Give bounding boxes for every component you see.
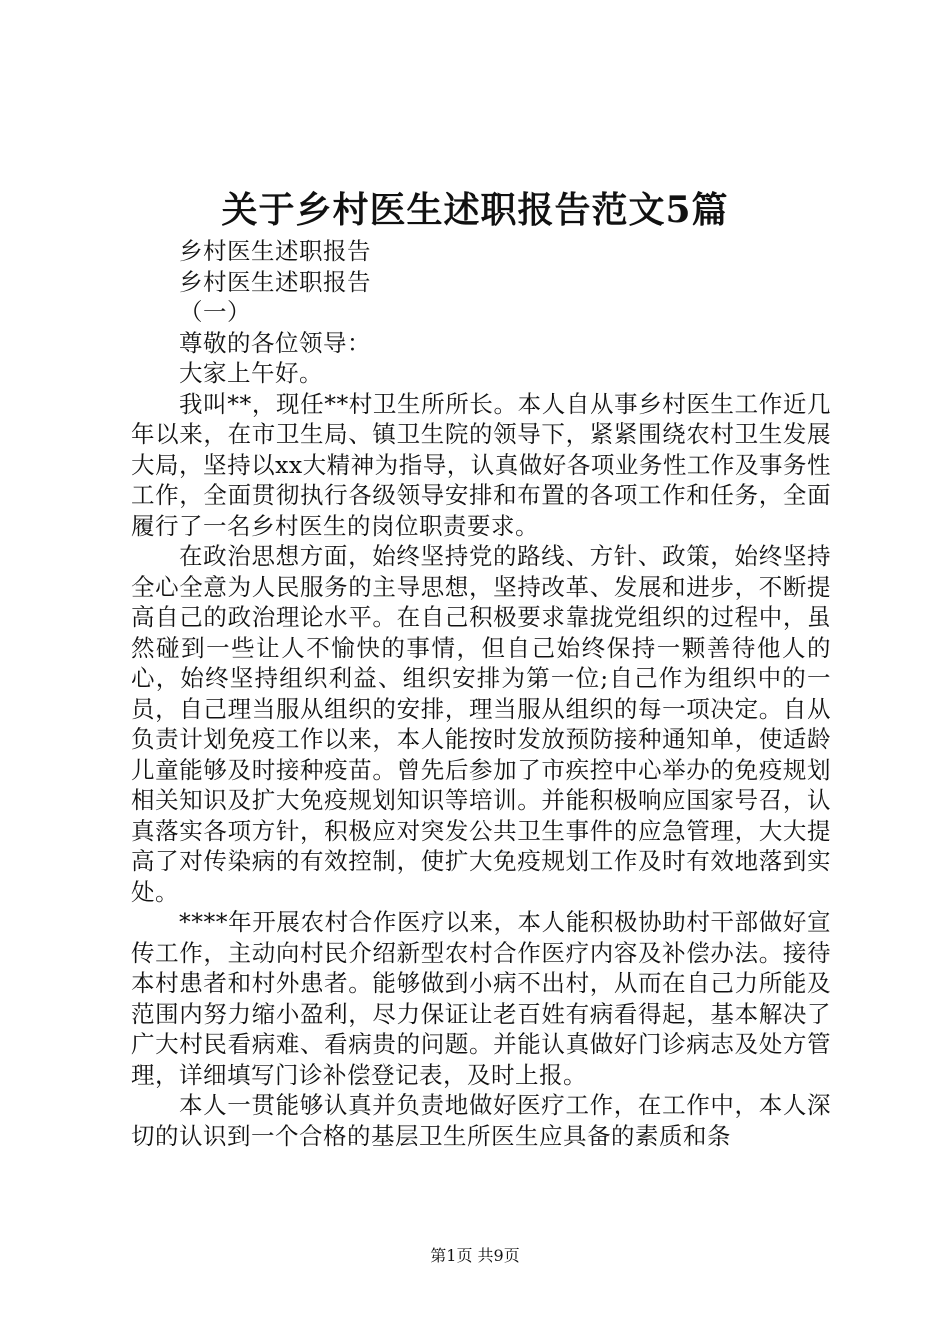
paragraph: 本人一贯能够认真并负责地做好医疗工作，在工作中，本人深切的认识到一个合格的基层卫生所医生应具备的素质和条 — [131, 1091, 831, 1150]
page-total: 共9页 — [477, 1246, 520, 1265]
paragraph: ****年开展农村合作医疗以来，本人能积极协助村干部做好宣传工作，主动向村民介绍新型农村合作医疗内容及补偿办法。接待本村患者和村外患者。能够做到小病不出村，从而在自己力所能及范围内努力缩小盈利，尽力保证让老百姓有病看得起，基本解决了广大村民看病难、看病贵的问题。并能认真做好门诊病志及处方管理，详细填写门诊补偿登记表，及时上报。 — [131, 908, 831, 1089]
header-line: 乡村医生述职报告 — [179, 267, 371, 296]
paragraph: 在政治思想方面，始终坚持党的路线、方针、政策，始终坚持全心全意为人民服务的主导思想，坚持改革、发展和进步，不断提高自己的政治理论水平。在自己积极要求靠拢党组织的过程中，虽然碰到一些让人不愉快的事情，但自己始终保持一颗善待他人的心，始终坚持组织利益、组织安排为第一位;自己作为组织中的一员，自己理当服从组织的安排，理当服从组织的每一项决定。自从负责计划免疫工作以来，本人能按时发放预防接种通知单，使适龄儿童能够及时接种疫苗。曾先后参加了市疾控中心举办的免疫规划相关知识及扩大免疫规划知识等培训。并能积极响应国家号召，认真落实各项方针，积极应对突发公共卫生事件的应急管理，大大提高了对传染病的有效控制，使扩大免疫规划工作及时有效地落到实处。 — [131, 542, 831, 906]
paragraph: 我叫**，现任**村卫生所所长。本人自从事乡村医生工作近几年以来，在市卫生局、镇卫生院的领导下，紧紧围绕农村卫生发展大局，坚持以xx大精神为指导，认真做好各项业务性工作及事务性工作，全面贯彻执行各级领导安排和布置的各项工作和任务，全面履行了一名乡村医生的岗位职责要求。 — [131, 389, 831, 540]
document-body — [131, 236, 831, 1151]
page-footer — [0, 1244, 950, 1268]
salutation: 尊敬的各位领导： — [179, 328, 371, 357]
section-number: （一） — [179, 298, 251, 326]
header-line: 乡村医生述职报告 — [179, 237, 371, 265]
document-title: 关于乡村医生述职报告范文5篇 — [221, 189, 729, 231]
greeting: 大家上午好。 — [179, 359, 323, 387]
page-number: 第1页 — [430, 1246, 473, 1265]
